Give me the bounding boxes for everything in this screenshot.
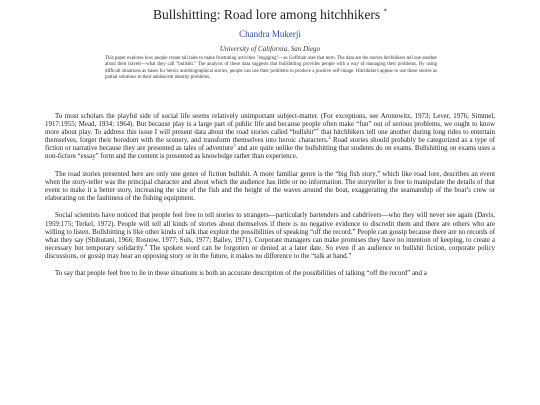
title-footnote-mark: * <box>383 7 388 16</box>
author-name[interactable]: Chandra Mukerji <box>239 29 301 39</box>
body-text <box>45 112 495 287</box>
footnote-mark: 3 <box>233 142 236 148</box>
paragraph-4: To say that people feel free to lie in these situations is both an accurate description of the possibilities of talking “off the record” and a <box>55 269 427 278</box>
abstract: This paper explores how people create tall tales to make frustrating activities "engaging"—as Goffman uses that term. The data are the stories hitchhikers tell one another about their travels—what they call "bullshit." The analysis of these data suggests that bullshitting provides people with a way of managing their problems. By using difficult situations as bases for heroic autobiographical stories, people can use their problems to produce a positive self-image. Hitchhikers appear to use these stories as partial solutions to their adolescent identity problems. <box>105 56 437 80</box>
footnote-mark: 1 <box>316 126 319 132</box>
paragraph-3: Social scientists have noticed that people feel free to tell stories to strangers—particularly bartenders and cabdrivers—who they will never see again (Davis, 1959:175; Terkel, 1972). People will tell all kinds of stories about themselves if there is no negative evidence to discredit them and there are others who are willing to listen. Bullshitting is like other kinds of talk that exploit the possibilities of speaking “off the record.” People can gossip because there are no records of what they say (Shibutani, 1966; Rosnow, 1977; Suls, 1977; Bailey, 1971). Corporate managers can make promises they have no intention of keeping, to create a necessary but temporary solidarity.$^4$ The spoken word can be forgotten or denied at a later date. So even if an audience to bullshit fiction, corporate policy discussions, or gossip may hear an opposing story or in the future, it makes no difference to the “talk at hand.” <box>45 211 496 260</box>
affiliation: University of California, San Diego <box>219 45 321 53</box>
footnote-mark: 2 <box>328 134 331 140</box>
footnote-mark: 4 <box>144 242 148 248</box>
title-text: Bullshitting: Road lore among hitchhikers <box>152 7 381 22</box>
paragraph-2: The road stories presented here are only one genre of fiction bullshit. A more familiar genre is the “big fish story,” which like road lore, describes an event when the story-teller was the principal character and about which the audience has little or no information. The storyteller is free to manipulate the details of that event to make it a better story, increasing the size of the fish and the height of the waves around the boat, exaggerating the seamanship of the boat’s crew or elaborating on the faultiness of the fishing equipment. <box>45 169 495 202</box>
paragraph-1: To most scholars the playful side of social life seems relatively unimportant subject-matter. (For exceptions, see Aronowitz, 1973; Lever, 1976; Simmel, 1917:1955; Mead, 1934: 1964). But because play is a large part of public life and because people often make “fun” out of serious problems, we ought to know more about play. To address this issue I will present data about the road stories called “bullshit”$^1$ that hitchhikers tell one another during long rides to entertain themselves, forget their boredom with the scenery, and transform themselves into heroic characters.$^2$ Road stories should probably be categorized as a type of fiction or narrative because they are presented as tales of adventure$^3$ and are quite unlike the bullshitting that students do on exams. Bullshitting on exams uses a non-fiction “essay” form and the content is presented as knowledge rather than experience. <box>45 112 495 161</box>
paper-title <box>0 7 540 23</box>
